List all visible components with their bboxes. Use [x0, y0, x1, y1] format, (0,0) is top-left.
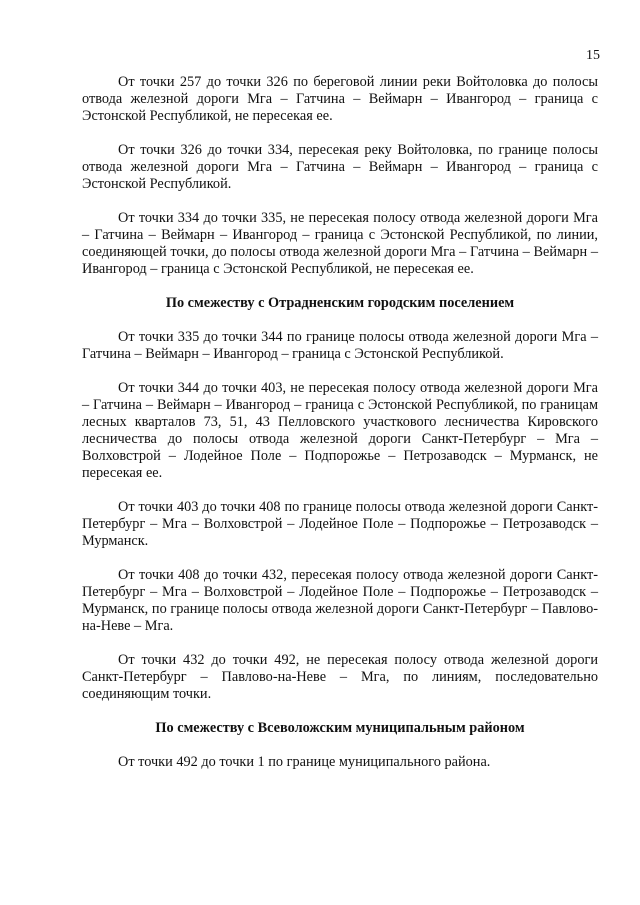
paragraph-335-344: От точки 335 до точки 344 по границе полосы отвода железной дороги Мга – Гатчина – Веймарн – Ивангород – граница с Эстонской Республикой.	[82, 329, 598, 362]
document-body	[82, 74, 598, 771]
paragraph-334-335: От точки 334 до точки 335, не пересекая полосу отвода железной дороги Мга – Гатчина – Веймарн – Ивангород – граница с Эстонской Республикой, по линии, соединяющей точки, до полосы отвода железной дороги Мга – Гатчина – Веймарн – Ивангород – граница с Эстонской Республикой, не пересекая ее.	[82, 210, 598, 277]
paragraph-gap	[82, 482, 598, 499]
paragraph-gap	[82, 703, 598, 720]
paragraph-gap	[82, 737, 598, 754]
paragraph-403-408: От точки 403 до точки 408 по границе полосы отвода железной дороги Санкт-Петербург – Мга – Волховстрой – Лодейное Поле – Подпорожье – Петрозаводск – Мурманск.	[82, 499, 598, 549]
section-heading-vsevolozhsk: По смежеству с Всеволожским муниципальным районом	[155, 720, 525, 736]
section-heading-otradnoe: По смежеству с Отрадненским городским поселением	[165, 295, 515, 311]
paragraph-gap	[82, 193, 598, 210]
paragraph-408-432: От точки 408 до точки 432, пересекая полосу отвода железной дороги Санкт-Петербург – Мга – Волховстрой – Лодейное Поле – Подпорожье – Петрозаводск – Мурманск, по границе полосы отвода железной дороги Санкт-Петербург – Павлово-на-Неве – Мга.	[82, 567, 598, 634]
paragraph-gap	[82, 278, 598, 295]
paragraph-gap	[82, 125, 598, 142]
paragraph-326-334: От точки 326 до точки 334, пересекая реку Войтоловка, по границе полосы отвода железной дороги Мга – Гатчина – Веймарн – Ивангород – граница с Эстонской Республикой.	[82, 142, 598, 192]
paragraph-344-403: От точки 344 до точки 403, не пересекая полосу отвода железной дороги Мга – Гатчина – Веймарн – Ивангород – граница с Эстонской Республикой, по границам лесных кварталов 73, 51, 43 Пелловского участкового лесничества Кировского лесничества до полосы отвода железной дороги Санкт-Петербург – Мга – Волховстрой – Лодейное Поле – Подпорожье – Петрозаводск – Мурманск, не пересекая ее.	[82, 380, 598, 481]
paragraph-gap	[82, 550, 598, 567]
paragraph-492-1: От точки 492 до точки 1 по границе муниципального района.	[118, 754, 491, 770]
paragraph-gap	[82, 635, 598, 652]
paragraph-257-326: От точки 257 до точки 326 по береговой линии реки Войтоловка до полосы отвода железной дороги Мга – Гатчина – Веймарн – Ивангород – граница с Эстонской Республикой, не пересекая ее.	[82, 74, 598, 124]
paragraph-gap	[82, 363, 598, 380]
paragraph-432-492: От точки 432 до точки 492, не пересекая полосу отвода железной дороги Санкт-Петербург – Павлово-на-Неве – Мга, по линиям, последовательно соединяющим точки.	[82, 652, 598, 702]
page-number: 15	[586, 48, 600, 63]
paragraph-gap	[82, 312, 598, 329]
